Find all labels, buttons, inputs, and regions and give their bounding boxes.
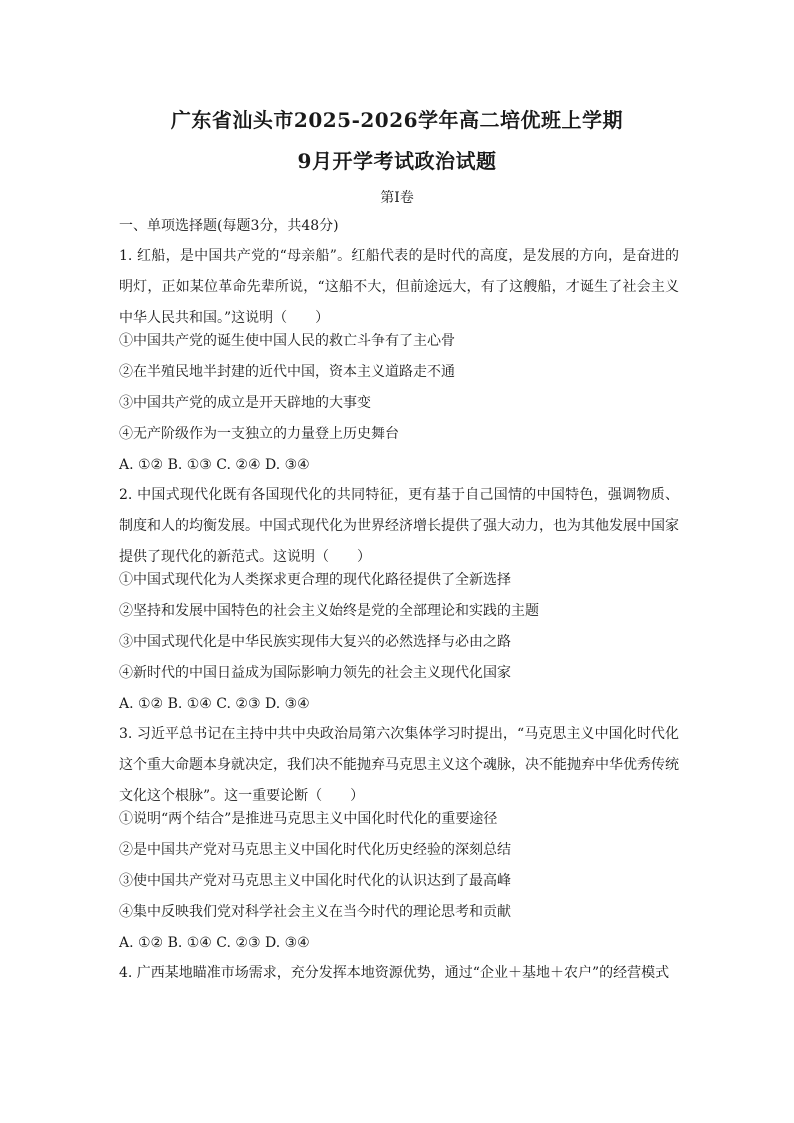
question-option: ③中国式现代化是中华民族实现伟大复兴的必然选择与必由之路 xyxy=(119,634,511,650)
question-option: ①中国式现代化为人类探求更合理的现代化路径提供了全新选择 xyxy=(119,572,511,588)
exam-title-line-1: 广东省汕头市2025-2026学年高二培优班上学期 xyxy=(170,108,624,132)
question-stem: 2. 中国式现代化既有各国现代化的共同特征，更有基于自己国情的中国特色，强调物质、制度和人的均衡发展。中国式现代化为世界经济增长提供了强大动力，也为其他发展中国家提供了现代化的新范式。这说明（ ） xyxy=(119,487,679,565)
question-option: ③中国共产党的成立是开天辟地的大事变 xyxy=(119,395,371,411)
question-option: ④新时代的中国日益成为国际影响力领先的社会主义现代化国家 xyxy=(119,665,511,681)
question-option: ④无产阶级作为一支独立的力量登上历史舞台 xyxy=(119,426,399,442)
volume-label: 第Ⅰ卷 xyxy=(380,190,414,206)
exam-content xyxy=(119,216,679,989)
section-heading: 一、单项选择题(每题3分，共48分) xyxy=(119,218,339,234)
answer-choices: A. ①② B. ①④ C. ②③ D. ③④ xyxy=(119,935,310,951)
exam-title-line-2: 9月开学考试政治试题 xyxy=(297,149,497,173)
question-3 xyxy=(119,719,679,953)
question-stem: 3. 习近平总书记在主持中共中央政治局第六次集体学习时提出，“马克思主义中国化时代化这个重大命题本身就决定，我们决不能抛弃马克思主义这个魂脉，决不能抛弃中华优秀传统文化这个根脉”。这一重要论断（ ） xyxy=(119,726,679,804)
question-option: ②在半殖民地半封建的近代中国，资本主义道路走不通 xyxy=(119,364,455,380)
answer-choices: A. ①② B. ①④ C. ②③ D. ③④ xyxy=(119,696,310,712)
question-option: ②是中国共产党对马克思主义中国化时代化历史经验的深刻总结 xyxy=(119,842,511,858)
question-option: ①说明“两个结合”是推进马克思主义中国化时代化的重要途径 xyxy=(119,811,498,827)
question-1 xyxy=(119,241,679,475)
question-2 xyxy=(119,480,679,714)
answer-choices: A. ①② B. ①③ C. ②④ D. ③④ xyxy=(119,457,310,473)
question-option: ①中国共产党的诞生使中国人民的救亡斗争有了主心骨 xyxy=(119,333,455,349)
question-4 xyxy=(119,958,679,989)
question-stem: 1. 红船，是中国共产党的“母亲船”。红船代表的是时代的高度，是发展的方向，是奋进的明灯，正如某位革命先辈所说，“这船不大，但前途远大，有了这艘船，才诞生了社会主义中华人民共和国。”这说明（ ） xyxy=(119,248,679,326)
question-stem: 4. 广西某地瞄准市场需求，充分发挥本地资源优势，通过“企业＋基地＋农户”的经营模式 xyxy=(119,965,670,981)
question-option: ③使中国共产党对马克思主义中国化时代化的认识达到了最高峰 xyxy=(119,873,511,889)
question-option: ④集中反映我们党对科学社会主义在当今时代的理论思考和贡献 xyxy=(119,904,511,920)
question-option: ②坚持和发展中国特色的社会主义始终是党的全部理论和实践的主题 xyxy=(119,603,539,619)
